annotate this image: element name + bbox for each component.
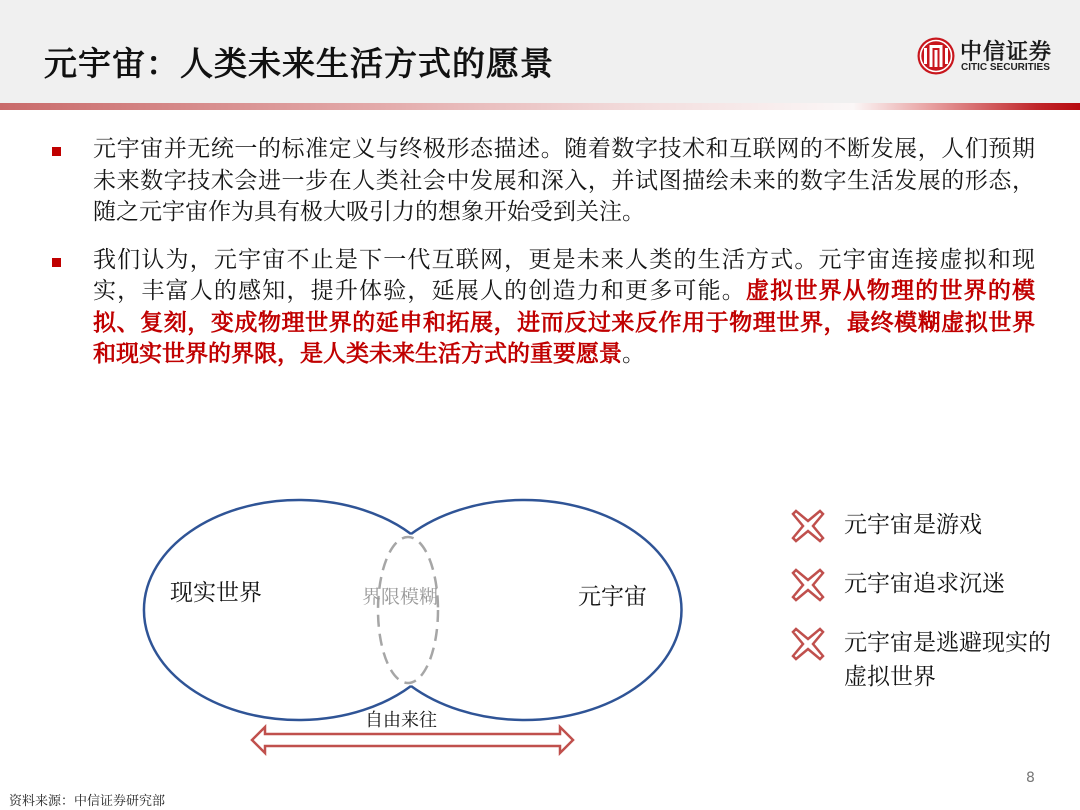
overlap-dashed-ellipse <box>378 537 438 683</box>
myth-text: 元宇宙追求沉迷 <box>844 571 1005 597</box>
real-world-label: 现实世界 <box>170 580 262 606</box>
bullet-text: 元宇宙并无统一的标准定义与终极形态描述。随着数字技术和互联网的不断发展，人们预期未来数字技术会进一步在人类社会中发展和深入，并试图描绘未来的数字生活发展的形态，随之元宇宙作为具有极大吸引力的想象开始受到关注。 <box>93 136 1035 225</box>
citic-logo-mark-icon <box>916 36 956 76</box>
myth-item <box>790 626 1060 694</box>
cross-icon <box>790 567 826 603</box>
metaverse-label: 元宇宙 <box>578 584 647 610</box>
free-movement-label: 自由来往 <box>365 710 437 731</box>
venn-diagram <box>0 470 780 770</box>
logo-name-cn: 中信证券 <box>960 39 1053 65</box>
cross-icon <box>790 626 826 662</box>
logo-name-en: CITIC SECURITIES <box>961 62 1050 73</box>
myth-item <box>790 508 1060 542</box>
page-title: 元宇宙：人类未来生活方式的愿景 <box>44 44 554 83</box>
bullet-text: 我们认为，元宇宙不止是下一代互联网，更是未来人类的生活方式。元宇宙连接虚拟和现实，丰富人的感知，提升体验，延展人的创造力和更多可能。 <box>93 246 1035 304</box>
header-divider <box>0 103 1080 110</box>
cross-icon <box>790 508 826 544</box>
myth-text: 元宇宙是游戏 <box>844 512 982 538</box>
myth-list <box>790 508 1060 719</box>
myth-text: 元宇宙是逃避现实的虚拟世界 <box>844 630 1051 690</box>
bullet-emphasis-text: 虚拟世界从物理的世界的模拟、复刻，变成物理世界的延申和拓展，进而反过来反作用于物理世界，最终模糊虚拟世界和现实世界的界限，是人类未来生活方式的重要愿景 <box>93 278 1036 367</box>
bullet-text-tail: 。 <box>622 341 645 367</box>
blurred-boundary-label: 界限模糊 <box>362 586 439 608</box>
bullet-item <box>50 245 1035 371</box>
page-number: 8 <box>1026 770 1035 786</box>
slide-header <box>0 0 1080 104</box>
bullet-square-icon <box>52 258 61 267</box>
source-note: 资料来源：中信证券研究部 <box>9 794 166 809</box>
left-circle <box>144 500 411 720</box>
bullet-item <box>50 134 1035 229</box>
bullet-square-icon <box>52 147 61 156</box>
myth-item <box>790 567 1060 601</box>
citic-logo <box>916 35 1066 77</box>
bullet-list <box>50 134 1035 387</box>
